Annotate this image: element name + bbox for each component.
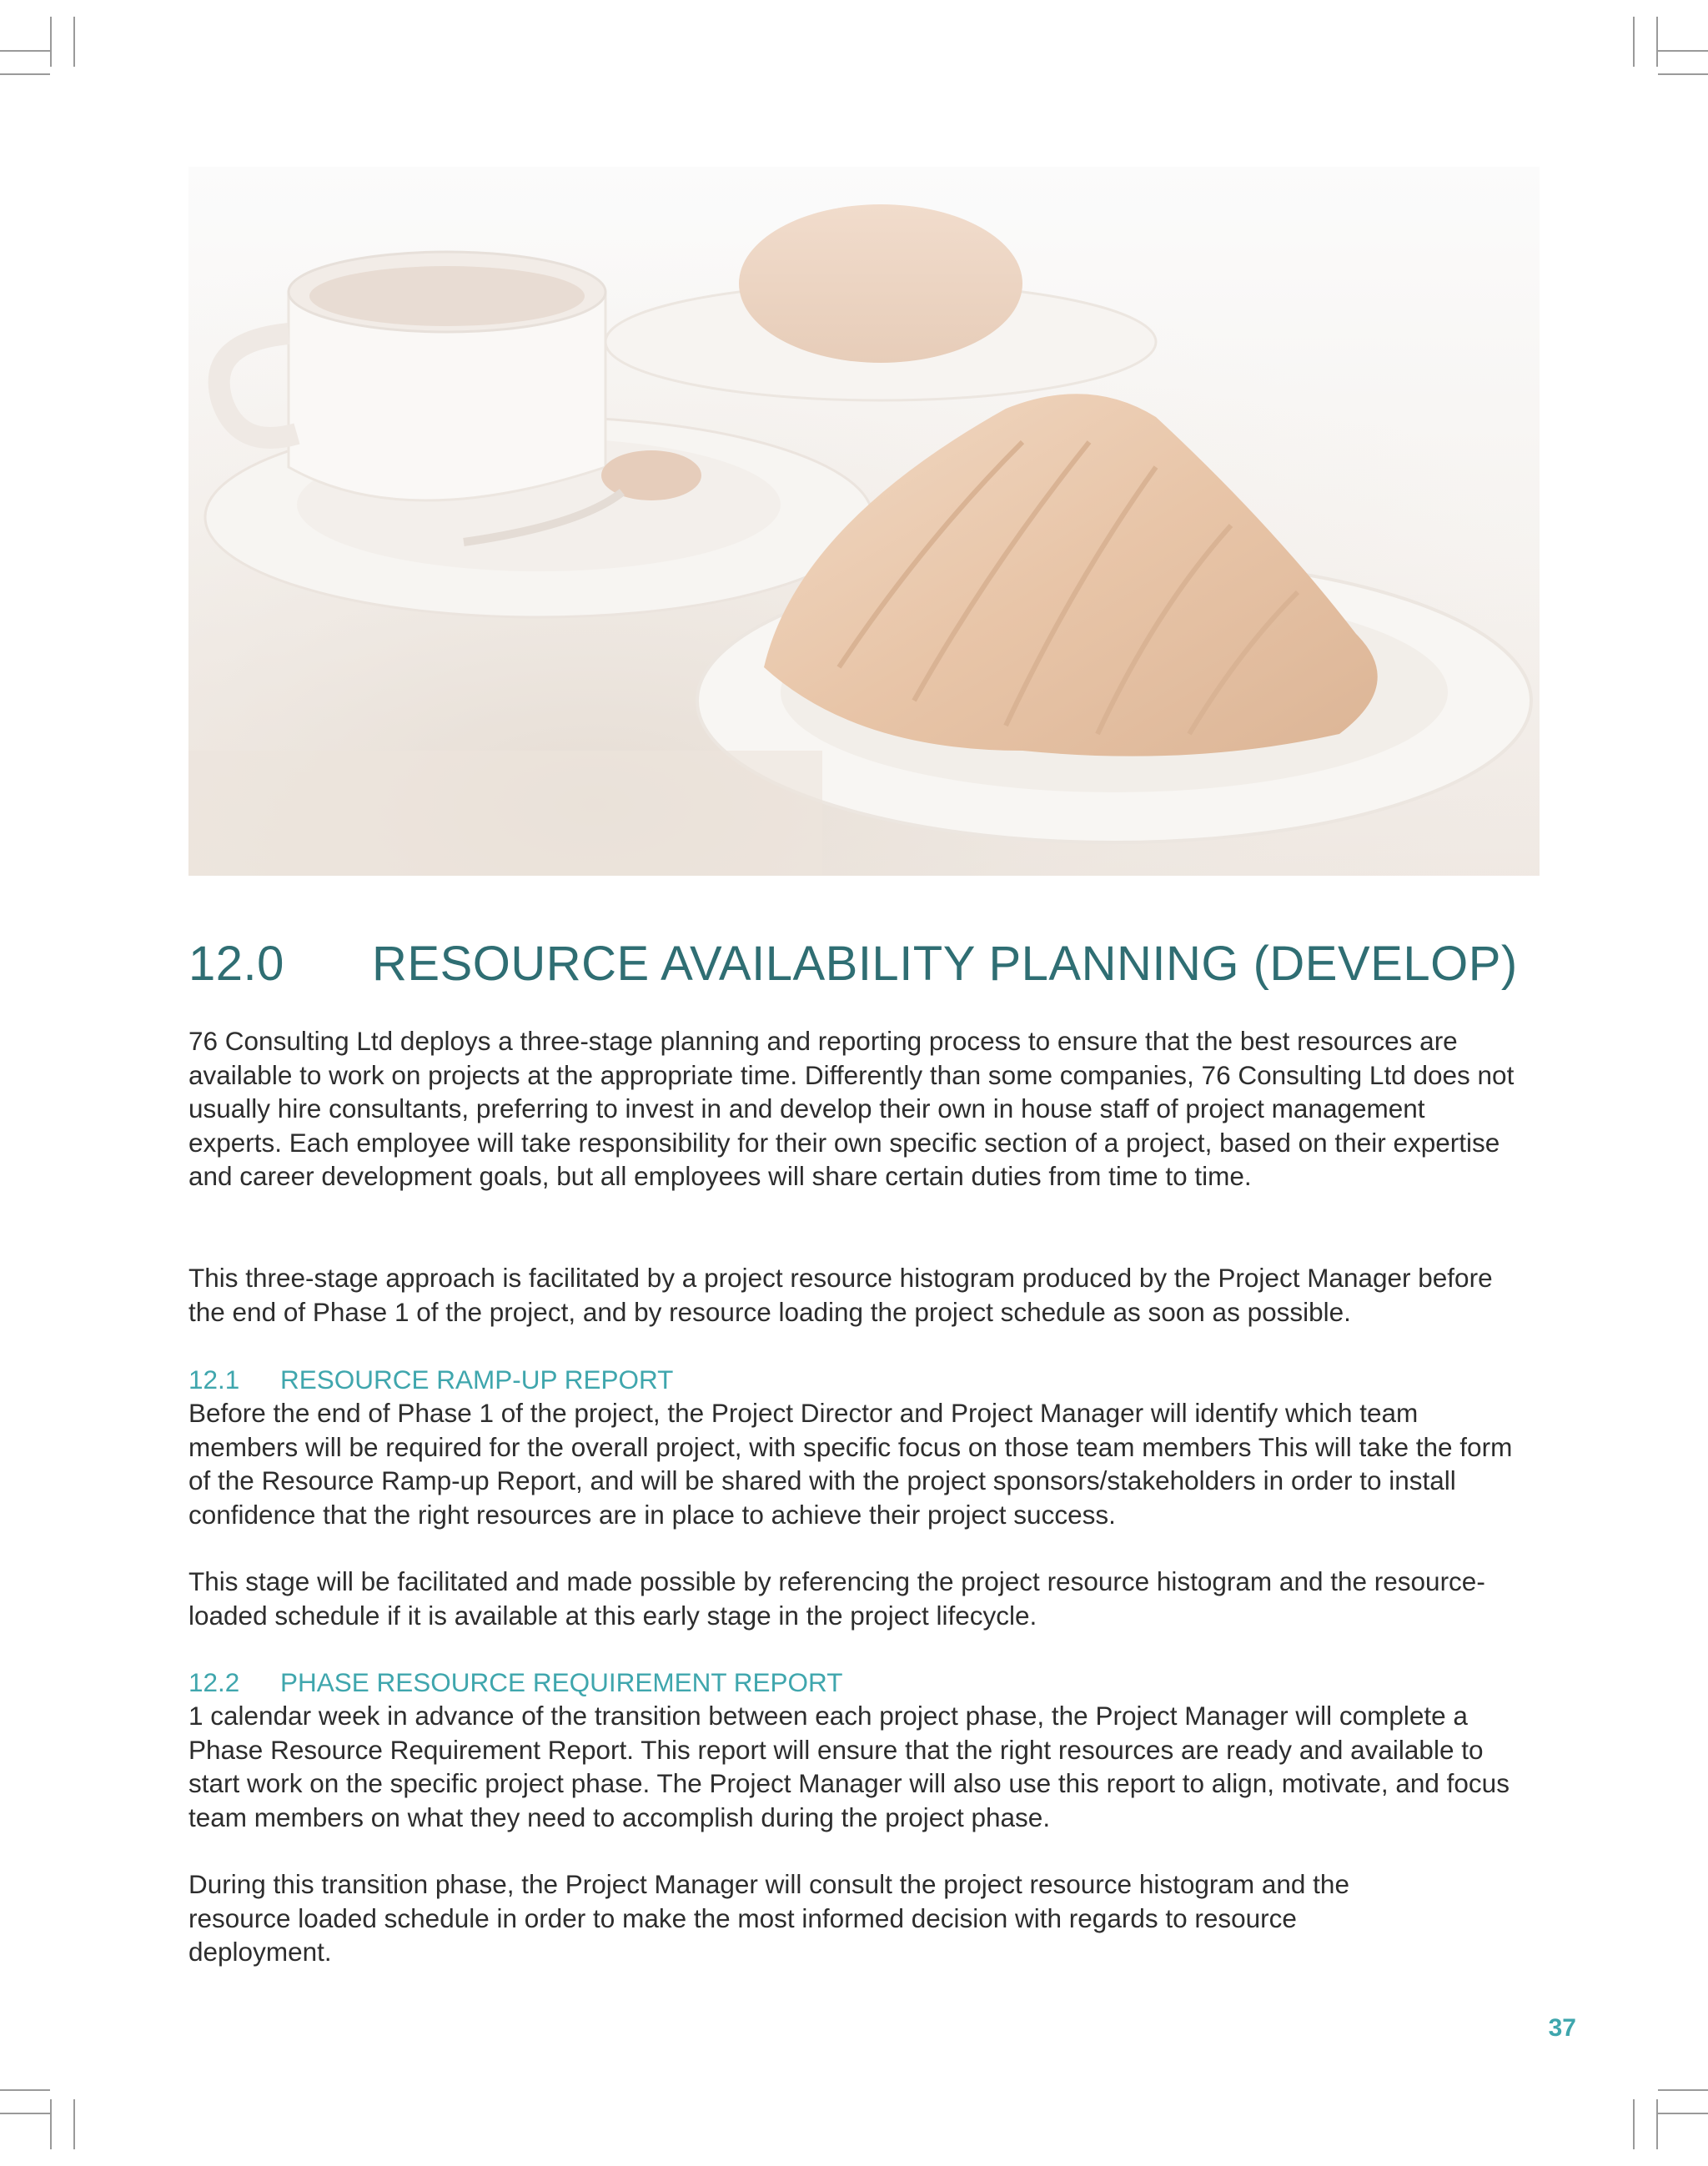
subsection-title: PHASE RESOURCE REQUIREMENT REPORT (280, 1667, 843, 1697)
intro-paragraph-2: This three-stage approach is facilitated by a project resource histogram produced by the Project Manager before the end of Phase 1 of the project, and by resource loading the project schedule as soon as possible. (188, 1263, 1493, 1327)
crop-mark (0, 50, 50, 52)
subsection-number: 12.1 (188, 1364, 240, 1395)
crop-mark (0, 73, 50, 75)
crop-mark (1656, 17, 1658, 67)
crop-mark (73, 17, 75, 67)
breakfast-illustration (188, 167, 1540, 876)
crop-mark (1658, 2113, 1708, 2114)
crop-mark (1658, 2089, 1708, 2091)
crop-mark (0, 2113, 50, 2114)
crop-mark (1658, 73, 1708, 75)
page-number: 37 (1548, 2014, 1576, 2042)
crop-mark (73, 2099, 75, 2149)
hero-photo (188, 167, 1540, 876)
crop-mark (50, 2099, 52, 2149)
subsection-2-paragraph-2: During this transition phase, the Project Manager will consult the project resource histogram and the resource loaded schedule in order to make the most informed decision with regards to resource deployment. (188, 1869, 1349, 1967)
subsection-title: RESOURCE RAMP-UP REPORT (280, 1364, 674, 1395)
subsection-number: 12.2 (188, 1667, 240, 1697)
subsection-2-paragraph-1: 1 calendar week in advance of the transition between each project phase, the Project Manager will complete a Phase Resource Requirement Report. This report will ensure that the right resources are ready and available to start work on the specific project phase. The Project Manager will also use this report to align, motivate, and focus team members on what they need to accomplish during the project phase. (188, 1701, 1510, 1832)
section-number: 12.0 (188, 937, 284, 991)
crop-mark (1633, 2099, 1635, 2149)
crop-mark (0, 2089, 50, 2091)
section-heading (188, 936, 1540, 992)
crop-mark (1656, 2099, 1658, 2149)
subsection-heading-12-2 (188, 1666, 1523, 1700)
crop-mark (1633, 17, 1635, 67)
intro-paragraph-1: 76 Consulting Ltd deploys a three-stage planning and reporting process to ensure that the best resources are available to work on projects at the appropriate time. Differently than some companies, 76 Consulting Ltd does not usually hire consultants, preferring to invest in and develop their own in house staff of project management experts. Each employee will take responsibility for their own specific section of a project, based on their expertise and career development goals, but all employees will share certain duties from time to time. (188, 1026, 1515, 1191)
crop-mark (50, 17, 52, 67)
subsection-1-paragraph-2: This stage will be facilitated and made possible by referencing the project resource histogram and the resource-loaded schedule if it is available at this early stage in the project lifecycle. (188, 1566, 1485, 1631)
subsection-heading-12-1 (188, 1363, 1523, 1397)
crop-mark (1658, 50, 1708, 52)
subsection-1-paragraph-1: Before the end of Phase 1 of the project, the Project Director and Project Manager will identify which team members will be required for the overall project, with specific focus on those team members This will take the form of the Resource Ramp-up Report, and will be shared with the project sponsors/stakeholders in order to install confidence that the right resources are in place to achieve their project success. (188, 1398, 1513, 1530)
section-title: RESOURCE AVAILABILITY PLANNING (DEVELOP) (372, 937, 1518, 991)
